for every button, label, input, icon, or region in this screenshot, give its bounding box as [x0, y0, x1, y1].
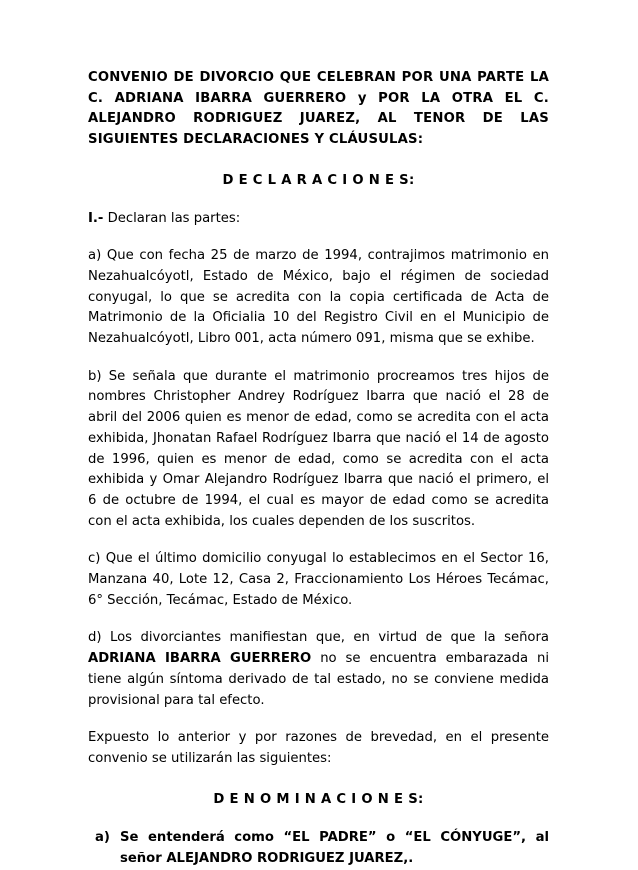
paragraph-d-name: ADRIANA IBARRA GUERRERO — [88, 651, 312, 667]
section-i-text: Declaran las partes: — [103, 210, 241, 226]
paragraph-b: b) Se señala que durante el matrimonio procreamos tres hijos de nombres Christopher Andrey Rodríguez Ibarra que nació el 28 de abril del 2006 quien es menor de edad, como se acredita con el acta exhibida, Jhonatan Rafael Rodríguez Ibarra que nació el 14 de agosto de 1996, quien es menor de edad, como se acredita con el acta exhibida y Omar Alejandro Rodríguez Ibarra que nació el primero, el 6 de octubre de 1994, el cual es mayor de edad como se acredita con el acta exhibida, los cuales dependen de los suscritos. — [88, 368, 549, 529]
denominaciones-heading: D E N O M I N A C I O N E S: — [213, 791, 424, 807]
paragraph-c: c) Que el último domicilio conyugal lo establecimos en el Sector 16, Manzana 40, Lote 12, Casa 2, Fraccionamiento Los Héroes Tecámac, 6° Sección, Tecámac, Estado de México. — [88, 551, 549, 608]
paragraph-d — [88, 628, 549, 711]
document-page — [88, 68, 549, 870]
denominacion-item-a — [88, 828, 549, 869]
item-a-label: a) — [95, 830, 110, 846]
section-i-label: I.- — [88, 210, 104, 226]
paragraph-expuesto: Expuesto lo anterior y por razones de brevedad, en el presente convenio se utilizarán las siguientes: — [88, 730, 549, 766]
item-a-text: Se entenderá como “EL PADRE” o “EL CÓNYUGE”, al señor ALEJANDRO RODRIGUEZ JUAREZ,. — [120, 830, 549, 867]
paragraph-d-part1: d) Los divorciantes manifiestan que, en virtud de que la señora — [88, 630, 549, 646]
document-title: CONVENIO DE DIVORCIO QUE CELEBRAN POR UNA PARTE LA C. ADRIANA IBARRA GUERRERO y POR LA OTRA EL C. ALEJANDRO RODRIGUEZ JUAREZ, AL TENOR DE LAS SIGUIENTES DECLARACIONES Y CLÁUSULAS: — [88, 70, 549, 148]
paragraph-d-part2: no se encuentra embarazada ni tiene algún síntoma derivado de tal estado, no se conviene medida provisional para tal efecto. — [88, 651, 549, 708]
declaraciones-heading: D E C L A R A C I O N E S: — [222, 172, 415, 188]
paragraph-a: a) Que con fecha 25 de marzo de 1994, contrajimos matrimonio en Nezahualcóyotl, Estado de México, bajo el régimen de sociedad conyugal, lo que se acredita con la copia certificada de Acta de Matrimonio de la Oficialia 10 del Registro Civil en el Municipio de Nezahualcóyotl, Libro 001, acta número 091, misma que se exhibe. — [88, 248, 549, 347]
section-i — [88, 209, 549, 230]
